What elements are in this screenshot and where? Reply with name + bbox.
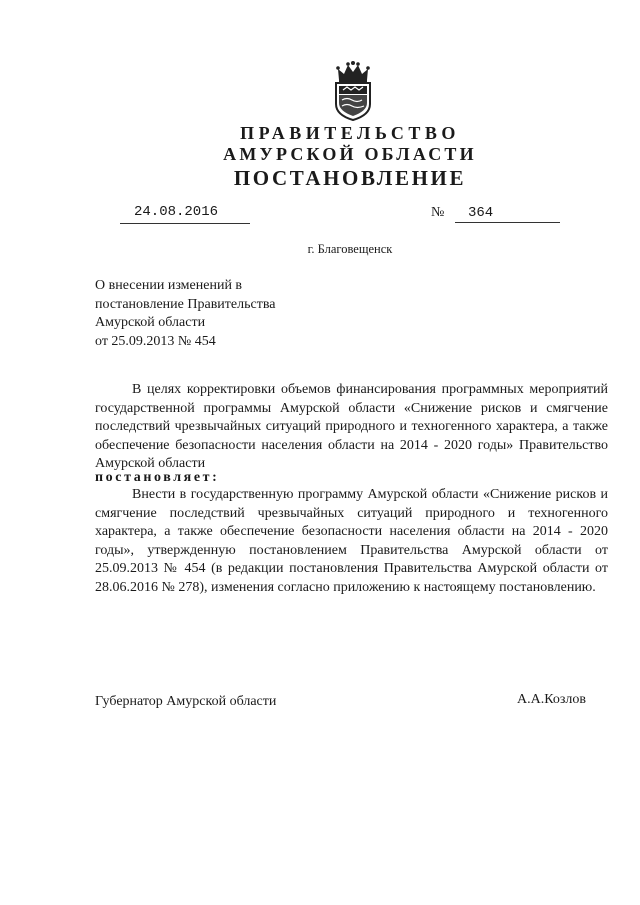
organization-name-line-2: АМУРСКОЙ ОБЛАСТИ — [223, 144, 477, 164]
document-number: 364 — [468, 205, 494, 221]
subject-line: от 25.09.2013 № 454 — [95, 333, 216, 349]
city-name: г. Благовещенск — [307, 242, 393, 256]
signatory-title: Губернатор Амурской области — [95, 694, 277, 709]
coat-of-arms-icon — [330, 60, 376, 122]
organization-name-line-1: ПРАВИТЕЛЬСТВО — [240, 123, 460, 143]
resolves-keyword: постановляет: — [95, 470, 220, 485]
number-sign: № — [431, 205, 445, 220]
signatory-name: А.А.Козлов — [517, 692, 586, 707]
date-underline — [120, 223, 250, 224]
preamble-paragraph: В целях корректировки объемов финансирования программных мероприятий государственной программы Амурской области «Снижение рисков и смягчение последствий чрезвычайных ситуаций природного и техногенного характера, а также обеспечение безопасности населения области на 2014 - 2020 годы» Правительство Амурской области — [95, 382, 608, 471]
subject-line: постановление Правительства — [95, 296, 276, 312]
document-subject — [95, 277, 355, 351]
document-date: 24.08.2016 — [134, 204, 219, 220]
document-type-title: ПОСТАНОВЛЕНИЕ — [233, 166, 467, 190]
decision-paragraph: Внести в государственную программу Амурской области «Снижение рисков и смягчение последствий чрезвычайных ситуаций природного и техногенного характера, а также обеспечение безопасности населения области на 2014 - 2020 годы», утвержденную постановлением Правительства Амурской области от 25.09.2013 № 454 (в редакции постановления Правительства Амурской области от 28.06.2016 № 278), изменения согласно приложению к настоящему постановлению. — [95, 487, 608, 595]
subject-line: О внесении изменений в — [95, 278, 243, 293]
number-underline — [455, 222, 560, 223]
subject-line: Амурской области — [95, 315, 206, 330]
